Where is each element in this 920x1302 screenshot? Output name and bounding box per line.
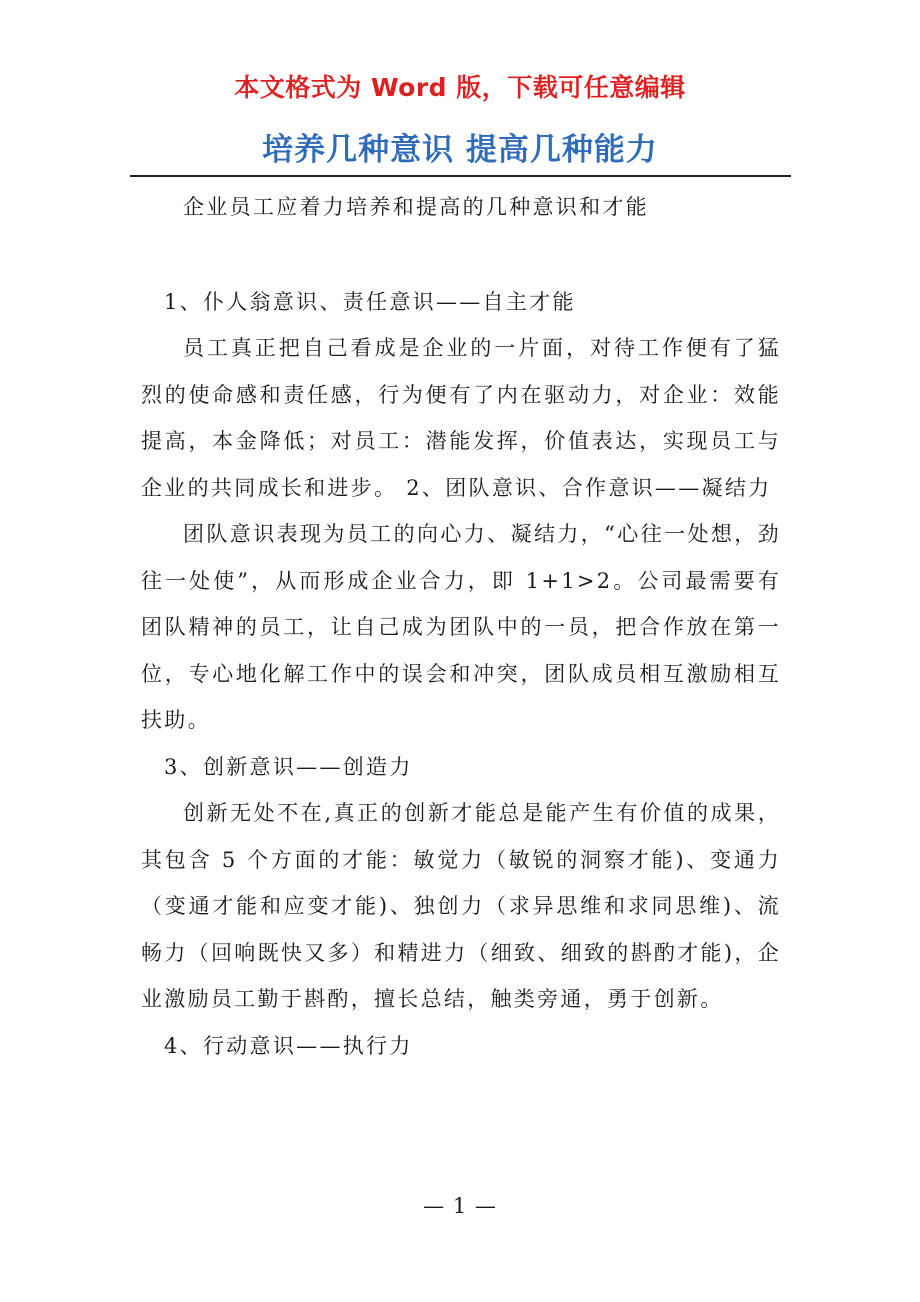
download-banner: 本文格式为 Word 版，下载可任意编辑 bbox=[234, 73, 686, 102]
section-body-3: 创新无处不在,真正的创新才能总是能产生有价值的成果，其包含 5 个方面的才能：敏觉力（敏锐的洞察才能)、变通力（变通才能和应变才能)、独创力（求异思维和求同思维)、流畅力（回响既快又多）和精进力（细致、细致的斟酌才能)，企业激励员工勤于斟酌，擅长总结，触类旁通，勇于创新。 bbox=[141, 801, 781, 1011]
section-heading-1: 1、仆人翁意识、责任意识——自主才能 bbox=[164, 289, 576, 314]
section-heading-4: 4、行动意识——执行力 bbox=[164, 1033, 413, 1058]
document-body bbox=[141, 184, 781, 1069]
section-body-2: 团队意识表现为员工的向心力、凝结力，“心往一处想，劲往一处使”，从而形成企业合力，即 1+1>2。公司最需要有团队精神的员工，让自己成为团队中的一员，把合作放在第一位，专心地化解工作中的误会和冲突，团队成员相互激励相互扶助。 bbox=[141, 522, 781, 732]
section-heading-3: 3、创新意识——创造力 bbox=[164, 754, 413, 779]
section-body-1: 员工真正把自己看成是企业的一片面，对待工作便有了猛烈的使命感和责任感，行为便有了内在驱动力，对企业：效能提高，本金降低；对员工：潜能发挥，价值表达，实现员工与企业的共同成长和进步。 2、团队意识、合作意识——凝结力 bbox=[141, 336, 781, 500]
title-divider bbox=[130, 175, 791, 177]
document-title: 培养几种意识 提高几种能力 bbox=[262, 132, 658, 168]
page-number: — 1 — bbox=[423, 1194, 497, 1218]
intro-paragraph: 企业员工应着力培养和提高的几种意识和才能 bbox=[183, 195, 649, 219]
